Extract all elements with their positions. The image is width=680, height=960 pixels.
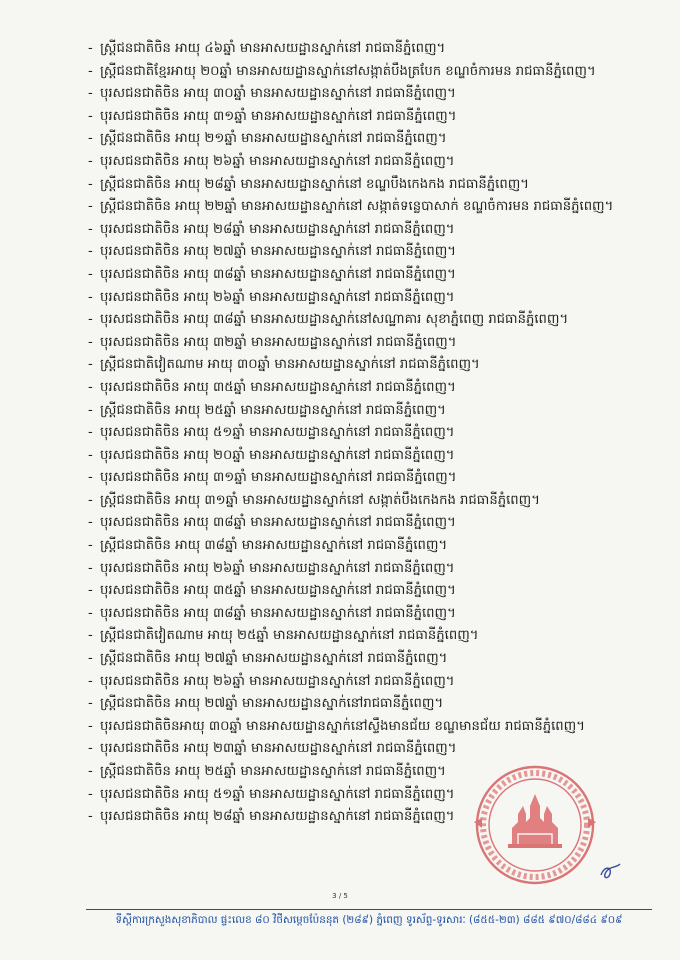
list-bullet: - [88,605,93,621]
list-item-text: បុរសជនជាតិចិន អាយុ ២៧ឆ្នាំ មានអាសយដ្ឋានស្នាក់នៅ រាជធានីភ្នំពេញ។ [100,244,456,260]
footer-rule [86,909,652,910]
list-bullet: - [88,312,93,328]
list-bullet: - [88,718,93,734]
list-item-text: បុរសជនជាតិចិន អាយុ ៣៨ឆ្នាំ មានអាសយដ្ឋានស្នាក់នៅសណ្ឋាគារ សុខាភ្នំពេញ រាជធានីភ្នំពេញ។ [100,312,569,328]
list-item [88,648,648,671]
list-bullet: - [88,108,93,124]
list-bullet: - [88,153,93,169]
list-bullet: - [88,673,93,689]
list-item-text: ស្ត្រីជនជាតិចិន អាយុ ៣៨ឆ្នាំ មានអាសយដ្ឋានស្នាក់នៅ រាជធានីភ្នំពេញ។ [100,538,448,554]
list-item-text: បុរសជនជាតិចិន អាយុ ៣៨ឆ្នាំ មានអាសយដ្ឋានស្នាក់នៅ រាជធានីភ្នំពេញ។ [100,266,456,282]
list-item-text: ស្ត្រីជនជាតិចិន អាយុ ២១ឆ្នាំ មានអាសយដ្ឋានស្នាក់នៅ រាជធានីភ្នំពេញ។ [100,131,447,147]
list-item-text: ស្ត្រីជនជាតិចិន អាយុ ២៨ឆ្នាំ មានអាសយដ្ឋានស្នាក់នៅ ខណ្ឌបឹងកេងកង រាជធានីភ្នំពេញ។ [100,176,529,192]
list-bullet: - [88,696,93,712]
list-item-text: បុរសជនជាតិចិនអាយុ ៣០ឆ្នាំ មានអាសយដ្ឋានស្នាក់នៅស្ទឹងមានជ័យ ខណ្ឌមានជ័យ រាជធានីភ្នំពេញ។ [100,718,585,734]
footer-address: ទីស្តីការក្រសួងសុខាភិបាល ផ្ទះលេខ ៨០ វិថីសម្តេចប៉ែននុត (២៨៩) ភ្នំពេញ ទូរស័ព្ទ-ទូរសារៈ (៨៥៥-២៣) ៨៨៥ ៩៧០/៨៨៤ ៩០៩ [115,914,623,926]
list-bullet: - [88,402,93,418]
list-item-text: បុរសជនជាតិចិន អាយុ ២៨ឆ្នាំ មានអាសយដ្ឋានស្នាក់នៅ រាជធានីភ្នំពេញ។ [100,221,455,237]
list-bullet: - [88,651,93,667]
list-bullet: - [88,176,93,192]
list-item [88,38,648,61]
list-item [88,106,648,129]
list-item [88,61,648,84]
list-item-text: បុរសជនជាតិចិន អាយុ ២៨ឆ្នាំ មានអាសយដ្ឋានស្នាក់នៅ រាជធានីភ្នំពេញ។ [100,809,455,825]
list-item [88,354,648,377]
list-item-text: បុរសជនជាតិចិន អាយុ ៣៥ឆ្នាំ មានអាសយដ្ឋានស្នាក់នៅ រាជធានីភ្នំពេញ។ [100,583,456,599]
list-item-text: ស្ត្រីជនជាតិចិន អាយុ ២៧ឆ្នាំ មានអាសយដ្ឋានស្នាក់នៅ រាជធានីភ្នំពេញ។ [100,651,448,667]
list-item [88,671,648,694]
list-bullet: - [88,425,93,441]
list-item-text: បុរសជនជាតិចិន អាយុ ៣៥ឆ្នាំ មានអាសយដ្ឋានស្នាក់នៅ រាជធានីភ្នំពេញ។ [100,379,456,395]
list-bullet: - [88,741,93,757]
list-item [88,309,648,332]
list-item-text: បុរសជនជាតិចិន អាយុ ៣១ឆ្នាំ មានអាសយដ្ឋានស្នាក់នៅ រាជធានីភ្នំពេញ។ [100,108,457,124]
list-item [88,174,648,197]
list-item-text: បុរសជនជាតិចិន អាយុ ៣៨ឆ្នាំ មានអាសយដ្ឋានស្នាក់នៅ រាជធានីភ្នំពេញ។ [100,605,456,621]
list-item-text: បុរសជនជាតិចិន អាយុ ៥១ឆ្នាំ មានអាសយដ្ឋានស្នាក់នៅ រាជធានីភ្នំពេញ។ [100,786,455,802]
list-item-text: ស្ត្រីជនជាតិចិន អាយុ ២៥ឆ្នាំ មានអាសយដ្ឋានស្នាក់នៅ រាជធានីភ្នំពេញ។ [100,764,446,779]
list-item [88,512,648,535]
list-item-text: បុរសជនជាតិចិន អាយុ ២៦ឆ្នាំ មានអាសយដ្ឋានស្នាក់នៅ រាជធានីភ្នំពេញ។ [100,153,455,169]
list-bullet: - [88,221,93,237]
list-bullet: - [88,583,93,599]
person-list [88,38,648,829]
signature-mark [598,860,622,884]
list-bullet: - [88,357,93,373]
list-item-text: បុរសជនជាតិចិន អាយុ ២៦ឆ្នាំ មានអាសយដ្ឋានស្នាក់នៅ រាជធានីភ្នំពេញ។ [100,289,455,305]
list-bullet: - [88,86,93,102]
list-bullet: - [88,379,93,395]
list-bullet: - [88,199,93,215]
list-item-text: បុរសជនជាតិចិន អាយុ ៥១ឆ្នាំ មានអាសយដ្ឋានស្នាក់នៅ រាជធានីភ្នំពេញ។ [100,425,455,441]
list-bullet: - [88,334,93,350]
list-bullet: - [88,628,93,644]
list-item [88,445,648,468]
list-item [88,490,648,513]
list-bullet: - [88,447,93,463]
list-item-text: បុរសជនជាតិចិន អាយុ ៣០ឆ្នាំ មានអាសយដ្ឋានស្នាក់នៅ រាជធានីភ្នំពេញ។ [100,86,456,102]
list-bullet: - [88,470,93,486]
list-item [88,693,648,716]
list-item [88,219,648,242]
list-bullet: - [88,41,93,56]
list-bullet: - [88,244,93,260]
list-bullet: - [88,63,93,79]
list-bullet: - [88,764,93,779]
official-seal-stamp [470,762,600,888]
list-item [88,332,648,355]
list-item [88,558,648,581]
list-item [88,738,648,761]
list-item [88,625,648,648]
list-item-text: បុរសជនជាតិចិន អាយុ ៣៨ឆ្នាំ មានអាសយដ្ឋានស្នាក់នៅ រាជធានីភ្នំពេញ។ [100,515,456,531]
list-item-text: បុរសជនជាតិចិន អាយុ ៣២ឆ្នាំ មានអាសយដ្ឋានស្នាក់នៅ រាជធានីភ្នំពេញ។ [100,334,457,350]
list-bullet: - [88,786,93,802]
list-item [88,603,648,626]
list-item [88,83,648,106]
list-item [88,535,648,558]
list-item-text: បុរសជនជាតិចិន អាយុ ៣១ឆ្នាំ មានអាសយដ្ឋានស្នាក់នៅ រាជធានីភ្នំពេញ។ [100,470,457,486]
list-item [88,241,648,264]
list-bullet: - [88,289,93,305]
list-bullet: - [88,515,93,531]
list-item-text: ស្ត្រីជនជាតិខ្មែរអាយុ ២០ឆ្នាំ មានអាសយដ្ឋានស្នាក់នៅសង្កាត់បឹងត្របែក ខណ្ឌចំការមន រាជធានីភ្នំពេញ។ [100,63,596,79]
list-bullet: - [88,131,93,147]
list-item-text: ស្ត្រីជនជាតិវៀតណាម អាយុ ៣០ឆ្នាំ មានអាសយដ្ឋានស្នាក់នៅ រាជធានីភ្នំពេញ។ [100,357,480,373]
list-item-text: ស្ត្រីជនជាតិចិន អាយុ ៤៦ឆ្នាំ មានអាសយដ្ឋានស្នាក់នៅ រាជធានីភ្នំពេញ។ [100,41,446,56]
list-item [88,580,648,603]
list-item [88,287,648,310]
list-item-text: ស្ត្រីជនជាតិចិន អាយុ ២២ឆ្នាំ មានអាសយដ្ឋានស្នាក់នៅ សង្កាត់ទន្លេបាសាក់ ខណ្ឌចំការមន រាជធានីភ្នំពេញ។ [100,199,614,215]
list-item [88,151,648,174]
list-item [88,196,648,219]
list-item-text: បុរសជនជាតិចិន អាយុ ២៦ឆ្នាំ មានអាសយដ្ឋានស្នាក់នៅ រាជធានីភ្នំពេញ។ [100,560,455,576]
list-item-text: ស្ត្រីជនជាតិចិន អាយុ ២៧ឆ្នាំ មានអាសយដ្ឋានស្នាក់នៅរាជធានីភ្នំពេញ។ [100,696,444,712]
list-item [88,422,648,445]
list-item [88,377,648,400]
list-item [88,128,648,151]
list-bullet: - [88,492,93,508]
list-item-text: ស្ត្រីជនជាតិវៀតណាម អាយុ ២៥ឆ្នាំ មានអាសយដ្ឋានស្នាក់នៅ រាជធានីភ្នំពេញ។ [100,628,479,644]
list-item [88,400,648,423]
list-item-text: បុរសជនជាតិចិន អាយុ ២០ឆ្នាំ មានអាសយដ្ឋានស្នាក់នៅ រាជធានីភ្នំពេញ។ [100,447,455,463]
list-bullet: - [88,809,93,825]
list-item [88,264,648,287]
list-item-text: បុរសជនជាតិចិន អាយុ ២៣ឆ្នាំ មានអាសយដ្ឋានស្នាក់នៅ រាជធានីភ្នំពេញ។ [100,741,457,757]
list-bullet: - [88,266,93,282]
list-item-text: ស្ត្រីជនជាតិចិន អាយុ ៣១ឆ្នាំ មានអាសយដ្ឋានស្នាក់នៅ សង្កាត់បឹងកេងកង រាជធានីភ្នំពេញ។ [100,492,540,508]
list-item [88,716,648,739]
list-item [88,467,648,490]
list-item-text: បុរសជនជាតិចិន អាយុ ២៦ឆ្នាំ មានអាសយដ្ឋានស្នាក់នៅ រាជធានីភ្នំពេញ។ [100,673,455,689]
page-number: 3 / 5 [332,892,348,900]
list-bullet: - [88,538,93,554]
list-bullet: - [88,560,93,576]
list-item-text: ស្ត្រីជនជាតិចិន អាយុ ២៥ឆ្នាំ មានអាសយដ្ឋានស្នាក់នៅ រាជធានីភ្នំពេញ។ [100,402,446,418]
